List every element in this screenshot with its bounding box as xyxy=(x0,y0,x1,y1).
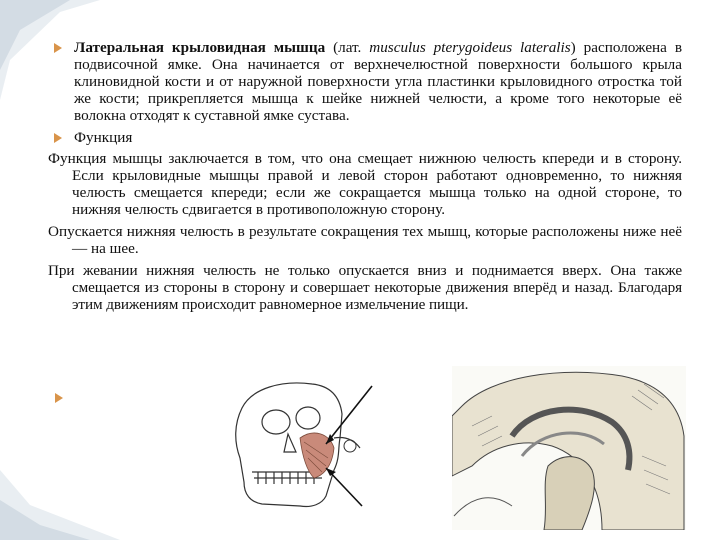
slide-text xyxy=(48,40,682,319)
paragraph-chewing-text: При жевании нижняя челюсть не только опускается вниз и поднимается вверх. Она также смещается из стороны в сторону и совершает некоторые движения вперёд и назад. Благодаря этим движениям происходит равномерное измельчение пищи. xyxy=(48,261,682,313)
paragraph-lowering-text: Опускается нижняя челюсть в результате сокращения тех мышц, которые расположены ниже неё — на шее. xyxy=(48,223,682,257)
paragraph-function-heading xyxy=(48,130,682,147)
triangle-bullet-icon xyxy=(54,133,62,143)
skull-illustration xyxy=(222,378,400,518)
empty-bullet xyxy=(54,390,64,400)
triangle-bullet-icon xyxy=(54,393,64,403)
joint-illustration xyxy=(452,366,686,530)
paragraph-function-text: Функция мышцы заключается в том, что она смещает нижнюю челюсть кпереди и в сторону. Если крыловидные мышцы правой и левой сторон работают одновременно, то нижняя челюсть смещается кпереди; если же сокращается мышца только на одной стороне, то нижняя челюсть сдвигается в противоположную сторону. xyxy=(48,150,682,219)
corner-decoration-bottom-left xyxy=(0,450,120,540)
muscle-name: Латеральная крыловидная мышца xyxy=(74,39,326,56)
latin-name: musculus pterygoideus lateralis xyxy=(369,39,571,56)
text-lat-prefix: (лат. xyxy=(325,39,370,56)
muscle-location-text: ) расположена в подвисочной ямке. Она начинается от верхнечелюстной поверхности большого крыла клиновидной кости и от наружной поверхности угла пластинки крыловидного отростка той же кости; прикрепляется мышца к шейке нижней челюсти, а кроме того некоторые её волокна отходят к суставной ямке сустава. xyxy=(74,39,682,124)
function-heading: Функция xyxy=(74,128,133,146)
triangle-bullet-icon xyxy=(54,43,62,53)
paragraph-muscle-description xyxy=(48,40,682,125)
pointer-arrow-top xyxy=(326,386,372,444)
